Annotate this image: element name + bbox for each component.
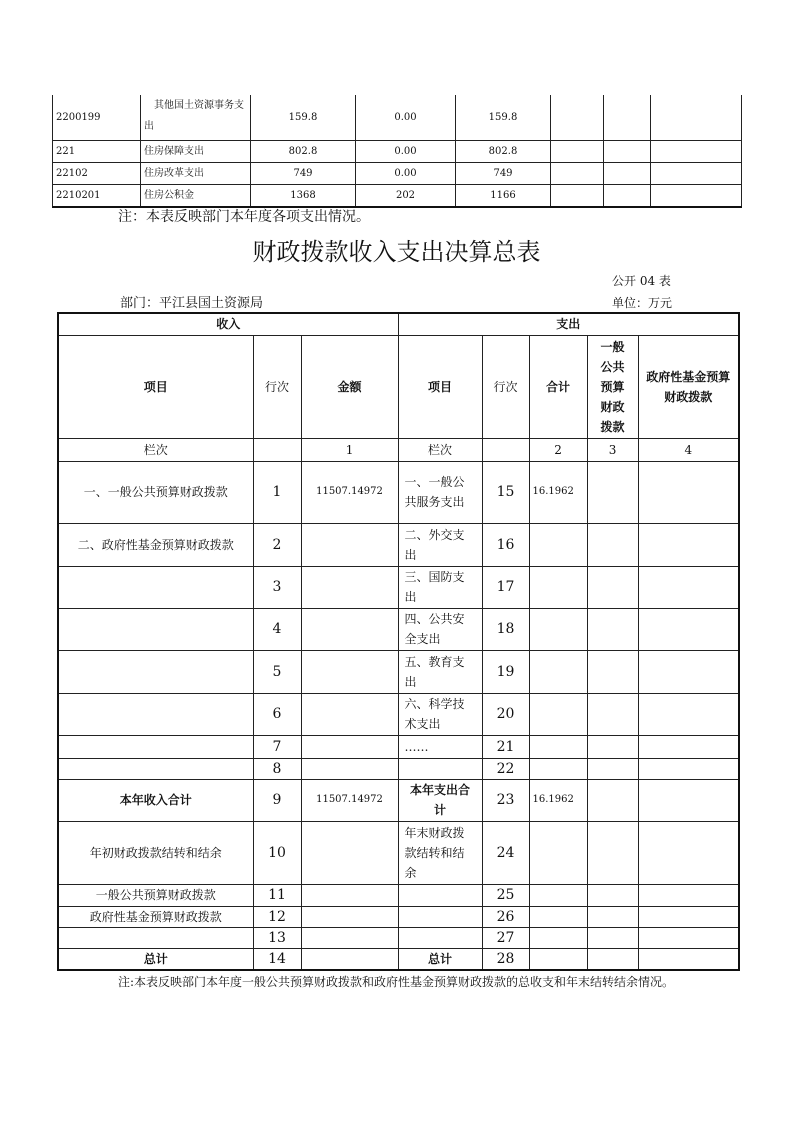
table-row	[53, 95, 742, 140]
table-cell: 3	[253, 566, 301, 608]
table-cell	[638, 948, 739, 970]
fiscal-summary-table	[57, 312, 740, 971]
table-cell	[301, 758, 398, 779]
table-cell: 住房公积金	[141, 184, 251, 207]
table-cell: 11507.14972	[301, 461, 398, 523]
table-cell	[301, 735, 398, 758]
table-cell	[529, 523, 587, 566]
table-cell	[301, 906, 398, 927]
table-cell: 一般公共预算财政拨款	[58, 884, 253, 906]
table-row	[58, 566, 739, 608]
table-cell: 0.00	[356, 140, 456, 162]
table-row	[53, 162, 742, 184]
table-row	[58, 948, 739, 970]
table-cell	[301, 884, 398, 906]
table-cell: 1368	[251, 184, 356, 207]
table-cell	[638, 927, 739, 948]
table-cell	[587, 779, 638, 821]
table-cell	[638, 884, 739, 906]
column-index-cell	[482, 438, 529, 461]
table-cell	[301, 821, 398, 884]
column-index-cell	[253, 438, 301, 461]
table-cell: 5	[253, 650, 301, 693]
table-cell	[301, 608, 398, 650]
column-header: 合计	[529, 335, 587, 438]
unit-label: 单位：万元	[612, 296, 673, 310]
table-cell	[529, 948, 587, 970]
table-cell	[587, 884, 638, 906]
table-cell	[58, 650, 253, 693]
table-cell: 16	[482, 523, 529, 566]
table-cell	[301, 566, 398, 608]
table-cell	[58, 735, 253, 758]
column-index-cell: 1	[301, 438, 398, 461]
table-row	[58, 693, 739, 735]
table-cell	[301, 948, 398, 970]
table-cell: 1166	[456, 184, 551, 207]
table-cell	[587, 693, 638, 735]
table-cell: 17	[482, 566, 529, 608]
table-row	[58, 927, 739, 948]
table-cell	[587, 948, 638, 970]
table-cell	[58, 927, 253, 948]
table-cell: 28	[482, 948, 529, 970]
table-cell: 12	[253, 906, 301, 927]
expense-group-header: 支出	[398, 313, 739, 335]
department: 部门：平江县国土资源局	[120, 296, 264, 311]
table-cell: 11507.14972	[301, 779, 398, 821]
table-cell	[551, 140, 604, 162]
table-row	[53, 184, 742, 207]
expense-detail-table	[52, 95, 742, 208]
column-header: 项目	[398, 335, 482, 438]
table-cell	[604, 184, 651, 207]
table-cell	[398, 884, 482, 906]
table-cell	[529, 821, 587, 884]
table-cell	[587, 461, 638, 523]
column-index-row	[58, 438, 739, 461]
table-row	[58, 650, 739, 693]
table-cell: 159.8	[456, 95, 551, 140]
table-cell	[638, 650, 739, 693]
table-cell: 总计	[58, 948, 253, 970]
table-cell: 14	[253, 948, 301, 970]
table-cell	[58, 608, 253, 650]
page-title: 财政拨款收入支出决算总表	[252, 238, 541, 266]
table-cell	[638, 523, 739, 566]
table-cell: 26	[482, 906, 529, 927]
table-cell: 7	[253, 735, 301, 758]
table-cell: 其他国土资源事务支出	[141, 95, 251, 140]
table-cell: 202	[356, 184, 456, 207]
table-cell	[58, 693, 253, 735]
table-row	[58, 461, 739, 523]
table-cell	[587, 758, 638, 779]
table-cell	[587, 927, 638, 948]
table-cell	[587, 650, 638, 693]
table-cell: 19	[482, 650, 529, 693]
table-cell	[529, 735, 587, 758]
table-cell: 住房保障支出	[141, 140, 251, 162]
table-cell: 24	[482, 821, 529, 884]
table-cell	[398, 906, 482, 927]
table-cell: 2210201	[53, 184, 141, 207]
table-row	[58, 735, 739, 758]
table-row	[58, 906, 739, 927]
table-cell	[587, 566, 638, 608]
table-cell: 本年收入合计	[58, 779, 253, 821]
table-cell	[529, 906, 587, 927]
table-cell	[638, 758, 739, 779]
table-cell	[638, 821, 739, 884]
table-cell: 4	[253, 608, 301, 650]
table-cell: 802.8	[251, 140, 356, 162]
table-cell: 政府性基金预算财政拨款	[58, 906, 253, 927]
table-cell: 一、一般公共服务支出	[398, 461, 482, 523]
table-row	[58, 884, 739, 906]
table-cell	[638, 608, 739, 650]
table-cell: 2200199	[53, 95, 141, 140]
table-cell	[638, 779, 739, 821]
table-cell	[398, 927, 482, 948]
table-cell	[587, 735, 638, 758]
table-cell	[58, 758, 253, 779]
table-cell	[551, 184, 604, 207]
table-cell: 13	[253, 927, 301, 948]
table-cell: 年末财政拨款结转和结余	[398, 821, 482, 884]
table-cell: 二、外交支出	[398, 523, 482, 566]
table-cell	[551, 95, 604, 140]
table-cell	[551, 162, 604, 184]
table-cell	[604, 162, 651, 184]
table-cell	[638, 566, 739, 608]
table-cell: 二、政府性基金预算财政拨款	[58, 523, 253, 566]
main-table-note: 注:本表反映部门本年度一般公共预算财政拨款和政府性基金预算财政拨款的总收支和年末结转结余情况。	[118, 975, 675, 989]
table-cell: 11	[253, 884, 301, 906]
table-cell: 9	[253, 779, 301, 821]
table-cell	[638, 906, 739, 927]
table-cell: 15	[482, 461, 529, 523]
table-cell: 本年支出合计	[398, 779, 482, 821]
table-cell: 23	[482, 779, 529, 821]
table-cell	[529, 884, 587, 906]
column-header: 金额	[301, 335, 398, 438]
table-cell: 0.00	[356, 162, 456, 184]
table-cell: 27	[482, 927, 529, 948]
table-cell: 年初财政拨款结转和结余	[58, 821, 253, 884]
top-table-note: 注：本表反映部门本年度各项支出情况。	[118, 209, 370, 225]
column-index-cell: 2	[529, 438, 587, 461]
table-cell	[638, 461, 739, 523]
table-cell	[604, 95, 651, 140]
table-cell	[651, 162, 742, 184]
table-cell	[651, 95, 742, 140]
table-cell: 25	[482, 884, 529, 906]
table-cell: 四、公共安全支出	[398, 608, 482, 650]
income-group-header: 收入	[58, 313, 398, 335]
table-cell	[529, 608, 587, 650]
table-cell: 802.8	[456, 140, 551, 162]
table-cell	[651, 140, 742, 162]
table-cell	[587, 906, 638, 927]
table-row	[58, 758, 739, 779]
table-cell	[301, 927, 398, 948]
table-cell: 22	[482, 758, 529, 779]
column-header: 行次	[482, 335, 529, 438]
table-cell	[301, 523, 398, 566]
column-header: 一般公共预算财政拨款	[587, 335, 638, 438]
form-code: 公开 04 表	[612, 274, 671, 288]
table-cell: 18	[482, 608, 529, 650]
table-cell	[638, 735, 739, 758]
table-cell: 总计	[398, 948, 482, 970]
table-cell: 三、国防支出	[398, 566, 482, 608]
table-cell: 6	[253, 693, 301, 735]
table-cell: 16.1962	[529, 779, 587, 821]
table-cell: 一、一般公共预算财政拨款	[58, 461, 253, 523]
table-cell	[58, 566, 253, 608]
column-header: 行次	[253, 335, 301, 438]
table-cell	[301, 693, 398, 735]
table-cell	[398, 758, 482, 779]
table-cell: 159.8	[251, 95, 356, 140]
table-cell: 10	[253, 821, 301, 884]
table-cell: 1	[253, 461, 301, 523]
table-cell	[638, 693, 739, 735]
column-index-cell: 栏次	[58, 438, 253, 461]
table-cell: 六、科学技术支出	[398, 693, 482, 735]
column-index-cell: 4	[638, 438, 739, 461]
table-cell	[587, 523, 638, 566]
table-cell: 2	[253, 523, 301, 566]
table-row	[53, 140, 742, 162]
table-cell	[529, 927, 587, 948]
header-row	[58, 335, 739, 438]
table-cell: 749	[251, 162, 356, 184]
table-cell: 749	[456, 162, 551, 184]
table-cell: 8	[253, 758, 301, 779]
table-cell: 22102	[53, 162, 141, 184]
table-cell: ……	[398, 735, 482, 758]
column-index-cell: 3	[587, 438, 638, 461]
table-cell: 221	[53, 140, 141, 162]
table-row	[58, 779, 739, 821]
table-cell: 0.00	[356, 95, 456, 140]
table-cell	[529, 566, 587, 608]
column-header: 政府性基金预算财政拨款	[638, 335, 739, 438]
table-cell	[529, 693, 587, 735]
table-cell: 21	[482, 735, 529, 758]
table-row	[58, 523, 739, 566]
table-cell	[587, 608, 638, 650]
table-row	[58, 608, 739, 650]
table-cell	[587, 821, 638, 884]
column-header: 项目	[58, 335, 253, 438]
table-cell	[301, 650, 398, 693]
table-cell	[651, 184, 742, 207]
table-cell: 住房改革支出	[141, 162, 251, 184]
column-index-cell: 栏次	[398, 438, 482, 461]
table-cell: 20	[482, 693, 529, 735]
table-cell: 五、教育支出	[398, 650, 482, 693]
table-row	[58, 821, 739, 884]
table-cell: 16.1962	[529, 461, 587, 523]
table-cell	[529, 650, 587, 693]
table-cell	[529, 758, 587, 779]
table-cell	[604, 140, 651, 162]
